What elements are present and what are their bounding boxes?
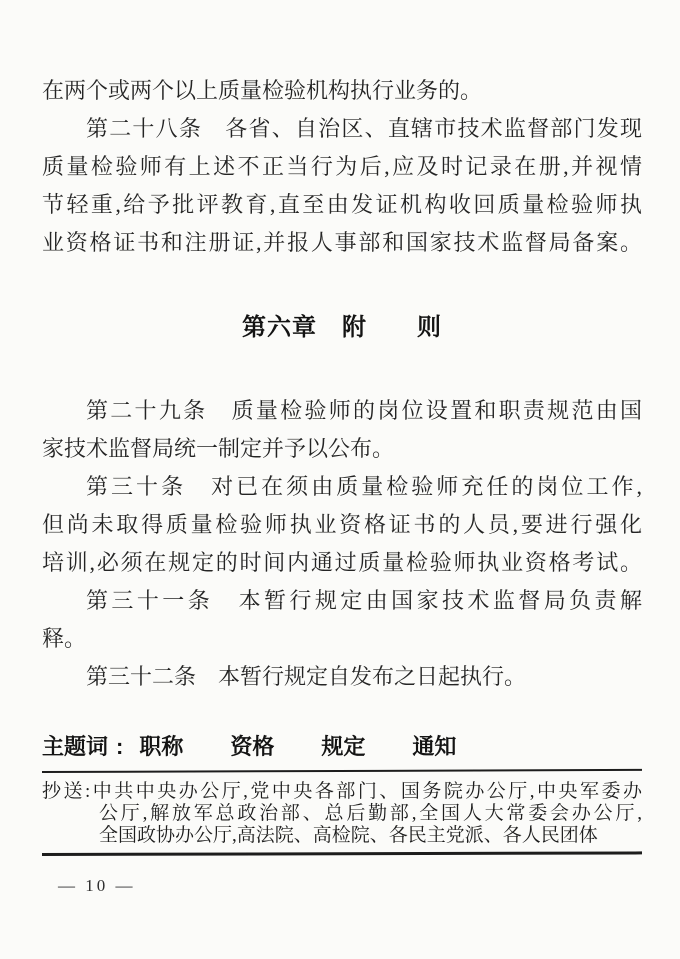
body-line-article-28: 第二十八条 各省、自治区、直辖市技术监督部门发现 [86,116,642,141]
body-line-article-30: 第三十条 对已在须由质量检验师充任的岗位工作, [86,474,642,499]
body-line: 培训,必须在规定的时间内通过质量检验师执业资格考试。 [42,550,642,575]
body-line: 家技术监督局统一制定并予以公布。 [42,436,395,461]
body-line-article-29: 第二十九条 质量检验师的岗位设置和职责规范由国 [86,398,642,423]
subject-label: 主题词 [42,734,109,759]
body-line: 但尚未取得质量检验师执业资格证书的人员,要进行强化 [42,512,642,537]
subject-colon: : [116,734,124,759]
cc-line: 公厅,解放军总政治部、总后勤部,全国人大常委会办公厅, [99,803,642,824]
subject-keyword: 职称 [139,734,184,759]
body-line: 在两个或两个以上质量检验机构执行业务的。 [42,78,483,103]
body-line-article-31: 第三十一条 本暂行规定由国家技术监督局负责解 [86,588,642,613]
subject-keyword: 资格 [230,734,275,759]
chapter-heading: 第六章 附 则 [242,314,442,341]
body-line: 节轻重,给予批评教育,直至由发证机构收回质量检验师执 [42,192,642,217]
subject-keyword: 规定 [321,734,366,759]
subject-keyword: 通知 [412,734,457,759]
cc-label: 抄送: [42,781,91,802]
subject-keywords-row [42,730,642,764]
page-number: — 10 — [58,876,136,895]
cc-text: 中共中央办公厅,党中央各部门、国务院办公厅,中央军委办 [90,781,642,802]
horizontal-rule-top [42,769,642,773]
cc-line: 全国政协办公厅,高法院、高检院、各民主党派、各人民团体 [99,825,598,846]
cc-line [42,781,642,803]
body-line-article-32: 第三十二条 本暂行规定自发布之日起执行。 [86,664,527,689]
body-line: 释。 [42,626,87,651]
horizontal-rule-bottom [42,851,642,856]
body-line: 质量检验师有上述不正当行为后,应及时记录在册,并视情 [42,154,642,179]
cc-distribution-block [42,781,642,847]
body-line: 业资格证书和注册证,并报人事部和国家技术监督局备案。 [42,230,642,255]
